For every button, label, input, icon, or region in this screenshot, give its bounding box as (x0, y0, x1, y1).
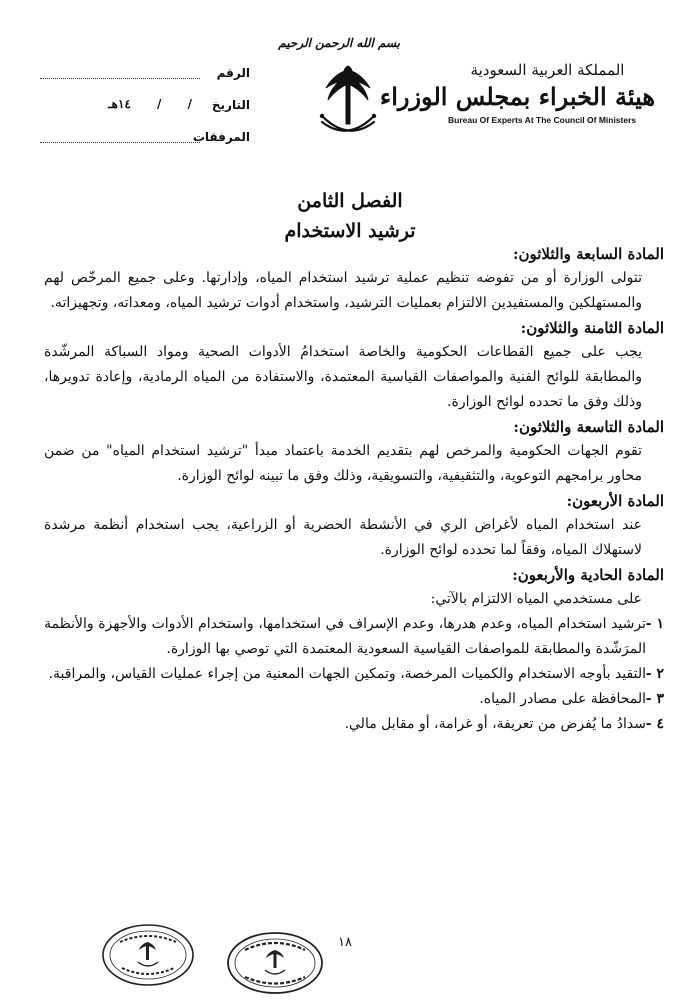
org-kingdom: المملكة العربية السعودية (470, 61, 625, 79)
official-seal-icon (225, 930, 325, 996)
list-item (44, 712, 664, 737)
article-heading: المادة الثامنة والثلاثون: (520, 319, 664, 337)
article-text: يجب على جميع القطاعات الحكومية والخاصة استخدامُ الأدوات الصحية ومواد السباكة المرشّدة والمطابقة للوائح الفنية والمواصفات القياسية المعتمدة، والاستفادة من المياه الرمادية، وإعادة تدويرها، وذلك وفق ما تحدده لوائح الوزارة. (44, 344, 642, 410)
reference-fields (40, 66, 250, 162)
article (38, 563, 664, 737)
item-number: ٣ - (645, 691, 664, 707)
official-seal-icon (100, 922, 196, 988)
chapter-title: الفصل الثامن (297, 190, 403, 212)
list-item (44, 687, 664, 712)
date-label: التاريخ (211, 98, 250, 112)
article (38, 316, 664, 415)
article-text: تقوم الجهات الحكومية والمرخص لهم بتقديم الخدمة باعتماد مبدأ "ترشيد استخدام المياه" من ضمن محاور برامجهم التوعوية، والتثقيفية، والتسويقية، وذلك وفق ما تبينه لوائح الوزارة. (44, 443, 642, 484)
article (38, 415, 664, 489)
date-value: / / ١٤هـ (108, 97, 192, 111)
article-intro: على مستخدمي المياه الالتزام بالآتي: (430, 591, 642, 607)
attachments-label: المرفقات (192, 130, 250, 144)
attachments-row (40, 130, 250, 162)
ref-row (40, 66, 250, 98)
item-text: سدادُ ما يُفرض من تعريفة، أو غرامة، أو مقابل مالي. (344, 716, 646, 732)
ref-line (40, 78, 200, 79)
date-row (40, 98, 250, 130)
item-text: التقيد بأوجه الاستخدام والكميات المرخصة، وتمكين الجهات المعنية من إجراء عمليات القياس، والمراقبة. (48, 666, 646, 682)
document-body (38, 242, 664, 737)
palm-swords-emblem-icon (318, 62, 378, 148)
obligations-list (38, 612, 664, 737)
org-english-name: Bureau Of Experts At The Council Of Ministers (448, 115, 637, 125)
letterhead (0, 0, 700, 160)
list-item (44, 662, 664, 687)
article-heading: المادة السابعة والثلاثون: (512, 245, 664, 263)
article (38, 489, 664, 563)
item-number: ٤ - (645, 716, 664, 732)
list-item (44, 612, 664, 662)
chapter-subtitle: ترشيد الاستخدام (284, 220, 416, 242)
item-number: ٢ - (645, 666, 664, 682)
article-text: عند استخدام المياه لأغراض الري في الأنشطة الحضرية أو الزراعية، يجب استخدام أنظمة مرشدة لاستهلاك المياه، وفقاً لما تحدده لوائح الوزارة. (44, 517, 642, 558)
article-heading: المادة الحادية والأربعون: (512, 566, 664, 584)
ref-label: الرقم (216, 66, 250, 80)
article (38, 242, 664, 316)
page-number: ١٨ (338, 935, 352, 950)
article-heading: المادة التاسعة والثلاثون: (513, 418, 664, 436)
org-bureau-name: هيئة الخبراء بمجلس الوزراء (379, 82, 655, 111)
chapter-titles (0, 186, 700, 246)
article-text: تتولى الوزارة أو من تفوضه تنظيم عملية ترشيد استخدام المياه، وإدارتها. وعلى جميع المرخّص لهم والمستهلكين والمستفيدين الالتزام بعمليات الترشيد، واستخدام أدوات ترشيد المياه، ومعداته، وتجهيزاته. (44, 270, 642, 311)
item-text: ترشيد استخدام المياه، وعدم هدرها، وعدم الإسراف في استخدامها، واستخدام الأدوات والأجهزة والأنظمة المرَشّدة والمطابقة للمواصفات القياسية السعودية المعتمدة التي توصي بها الوزارة. (44, 616, 646, 657)
organization-block (379, 60, 655, 126)
basmala: بسم الله الرحمن الرحيم (278, 36, 400, 50)
item-text: المحافظة على مصادر المياه. (479, 691, 646, 707)
article-heading: المادة الأربعون: (566, 492, 664, 510)
attachments-line (40, 142, 200, 143)
item-number: ١ - (645, 616, 664, 632)
